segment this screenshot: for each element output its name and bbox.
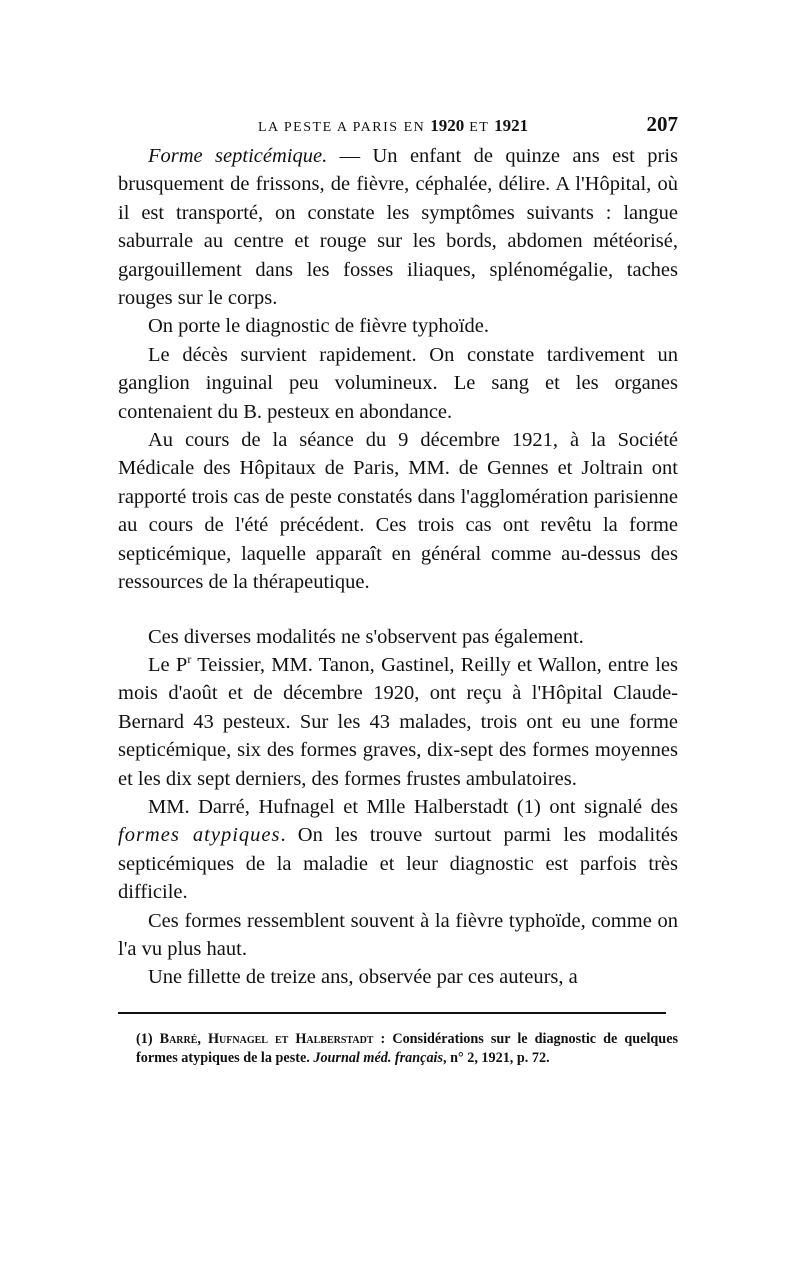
- paragraph: Au cours de la séance du 9 décembre 1921, à la Société Médicale des Hôpitaux de Paris, MM. de Gennes et Joltrain ont rapporté trois cas de peste constatés dans l'agglomération parisienne au cours de l'été précédent. Ces trois cas ont revêtu la forme septicémique, laquelle apparaît en général comme au-dessus des ressources de la thérapeutique.: [118, 429, 678, 594]
- section-heading: Forme septicémique.: [148, 145, 328, 167]
- page-header: [118, 112, 678, 142]
- paragraph: Ces formes ressemblent souvent à la fièvre typhoïde, comme on l'a vu plus haut.: [118, 909, 678, 960]
- paragraph: Le décès survient rapidement. On constate tardivement un ganglion inguinal peu volumineux. Le sang et les organes contenaient du B. pesteux en abondance.: [118, 343, 678, 423]
- paragraph: Ces diverses modalités ne s'observent pas également.: [148, 625, 584, 648]
- footnote: (1) Barré, Hufnagel et Halberstadt : Considérations sur le diagnostic de quelques formes atypiques de la peste. Journal méd. français, n° 2, 1921, p. 72.: [136, 1030, 679, 1066]
- paragraph: Une fillette de treize ans, observée par ces auteurs, a: [148, 966, 578, 989]
- paragraph: Le $P^r$ Teissier, MM. Tanon, Gastinel, Reilly et Wallon, entre les mois d'août et de décembre 1920, ont reçu à l'Hôpital Claude-Bernard 43 pesteux. Sur les 43 malades, trois ont eu une forme septicémique, six des formes graves, dix-sept des formes moyennes et les dix sept derniers, des formes frustes ambulatoires.: [118, 652, 678, 790]
- paragraph: MM. Darré, Hufnagel et Mlle Halberstadt (1) ont signalé des formes atypiques. On les trouve surtout parmi les modalités septicémiques de la maladie et leur diagnostic est parfois très difficile.: [118, 795, 678, 904]
- running-title: LA PESTE A PARIS EN 1920 ET 1921: [258, 116, 529, 135]
- footnote-rule: [118, 1012, 666, 1014]
- body-text: [118, 142, 678, 992]
- book-page: [118, 112, 678, 1068]
- paragraph: Forme septicémique. — Un enfant de quinze ans est pris brusquement de frissons, de fièvre, céphalée, délire. A l'Hôpital, où il est transporté, on constate les symptômes suivants : langue saburrale au centre et rouge sur les bords, abdomen météorisé, gargouillement dans les fosses iliaques, splénomégalie, taches rouges sur le corps.: [118, 145, 678, 310]
- paragraph: On porte le diagnostic de fièvre typhoïde.: [148, 315, 489, 338]
- page-number: 207: [646, 112, 678, 136]
